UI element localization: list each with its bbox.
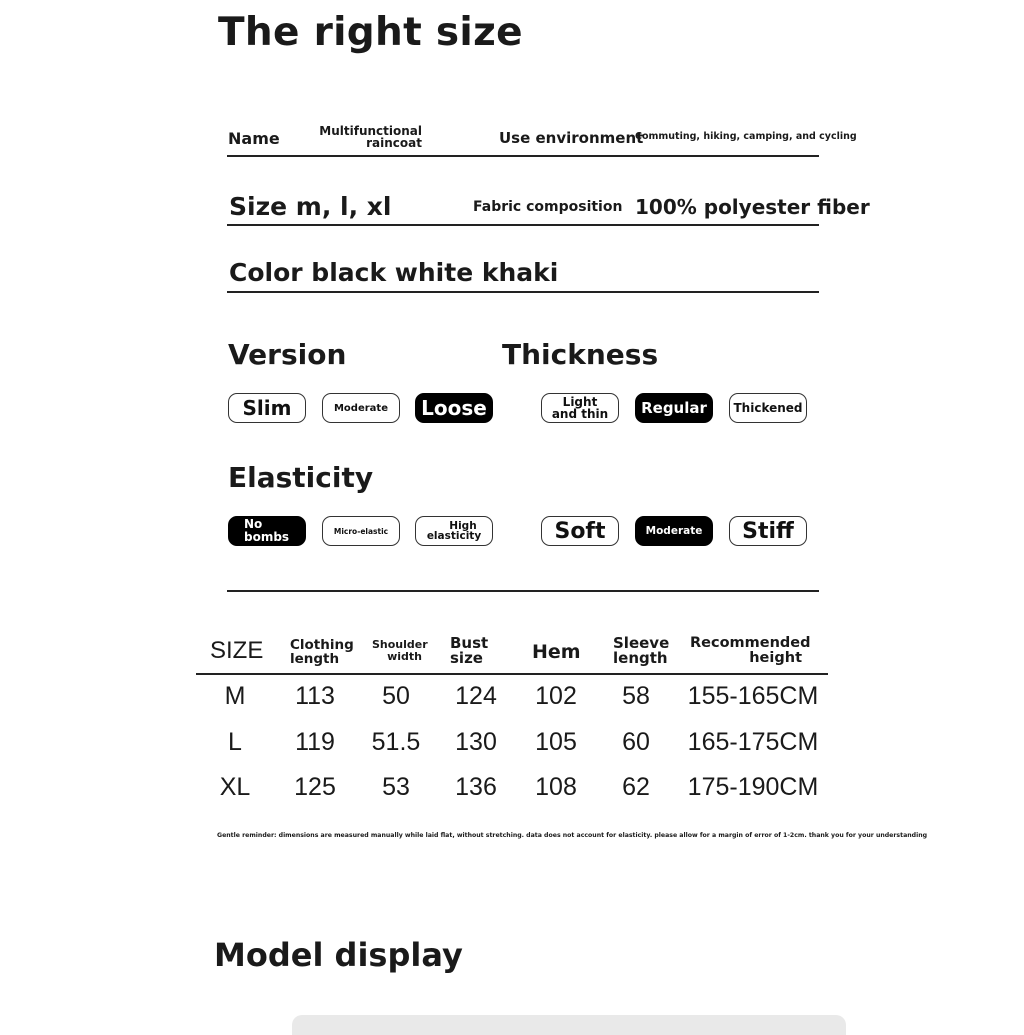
version-option-loose [415,393,493,423]
thickness-option-regular [635,393,713,423]
table-header-recommended-height [690,635,811,666]
table-cell: 62 [622,773,650,801]
name-value-line1: Multifunctional [319,124,422,138]
option-label: Regular [641,399,707,417]
table-cell: 51.5 [371,728,421,756]
table-cell: 60 [622,728,650,756]
table-header-divider [196,673,828,675]
elasticity-heading: Elasticity [228,461,374,494]
fabric-value: 100% polyester fiber [635,195,870,219]
softness-option-stiff [729,516,807,546]
table-cell: 136 [455,773,497,801]
table-cell: 125 [294,773,336,801]
option-label: Stiff [742,518,794,544]
table-cell: 113 [295,682,335,710]
table-cell: 102 [535,682,577,710]
divider [227,291,819,293]
header-line1: Shoulder [372,638,428,651]
header-line1: Clothing [290,637,354,653]
thickness-option-thickened [729,393,807,423]
color-text: Color black white khaki [229,258,559,287]
table-cell: 50 [382,682,410,710]
option-label: No [244,517,263,531]
table-cell: L [228,728,242,756]
table-header-bust-size [450,636,488,666]
header-line1: Recommended [690,635,811,651]
thickness-option-light [541,393,619,423]
table-cell: 58 [622,682,650,710]
fabric-label: Fabric composition [473,199,623,215]
elasticity-option-none [228,516,306,546]
table-header-hem: Hem [532,641,581,663]
version-option-moderate [322,393,400,423]
table-cell: 130 [455,728,497,756]
name-label: Name [228,129,280,148]
name-value-line2: raincoat [366,136,422,150]
version-option-slim [228,393,306,423]
divider [227,224,819,226]
model-image-placeholder [292,1015,846,1035]
size-text: Size m, l, xl [229,192,392,221]
header-line1: Sleeve [613,634,670,652]
table-cell: 108 [535,773,577,801]
softness-option-soft [541,516,619,546]
option-label: Moderate [645,525,703,537]
option-label: Light [562,395,598,409]
elasticity-option-micro [322,516,400,546]
use-environment-label: Use environment [499,129,644,147]
header-line2: size [450,649,483,667]
option-label-line2: and thin [551,407,609,421]
table-header-clothing-length [290,638,354,666]
option-label: Slim [242,396,292,420]
option-label-line2: bombs [244,530,290,544]
option-label: Soft [554,518,606,544]
table-cell: 175-190CM [687,773,819,801]
table-header-shoulder-width [372,638,428,663]
header-line2: height [749,650,802,666]
table-cell: M [224,682,246,710]
softness-option-moderate [635,516,713,546]
elasticity-option-high [415,516,493,546]
table-cell: 53 [382,773,410,801]
model-display-heading: Model display [214,936,463,974]
option-label: Thickened [733,401,803,415]
table-cell: XL [219,773,251,801]
divider [227,590,819,592]
option-label: Micro-elastic [333,526,389,536]
option-label: High [449,520,477,532]
divider [227,155,819,157]
page-title: The right size [218,10,523,55]
table-cell: 124 [455,682,497,710]
name-value [312,125,422,149]
table-cell: 165-175CM [687,728,819,756]
option-label-line2: elasticity [426,530,482,542]
use-environment-value: Commuting, hiking, camping, and cycling [635,131,857,142]
thickness-heading: Thickness [502,338,659,371]
header-line2: width [387,650,422,663]
measurement-reminder: Gentle reminder: dimensions are measured manually while laid flat, without stretching. data does not account for elasticity. please allow for a margin of error of 1-2cm. thank you for your understanding [217,832,928,839]
header-line2: length [613,649,668,667]
option-label: Moderate [333,402,388,414]
table-header-size: SIZE [210,637,264,664]
option-label: Loose [421,396,487,420]
table-cell: 119 [295,728,335,756]
table-cell: 105 [535,728,577,756]
header-line2: length [290,651,340,667]
header-line1: Bust [450,634,489,652]
table-header-sleeve-length [613,636,669,666]
table-cell: 155-165CM [687,682,819,710]
version-heading: Version [228,338,347,371]
